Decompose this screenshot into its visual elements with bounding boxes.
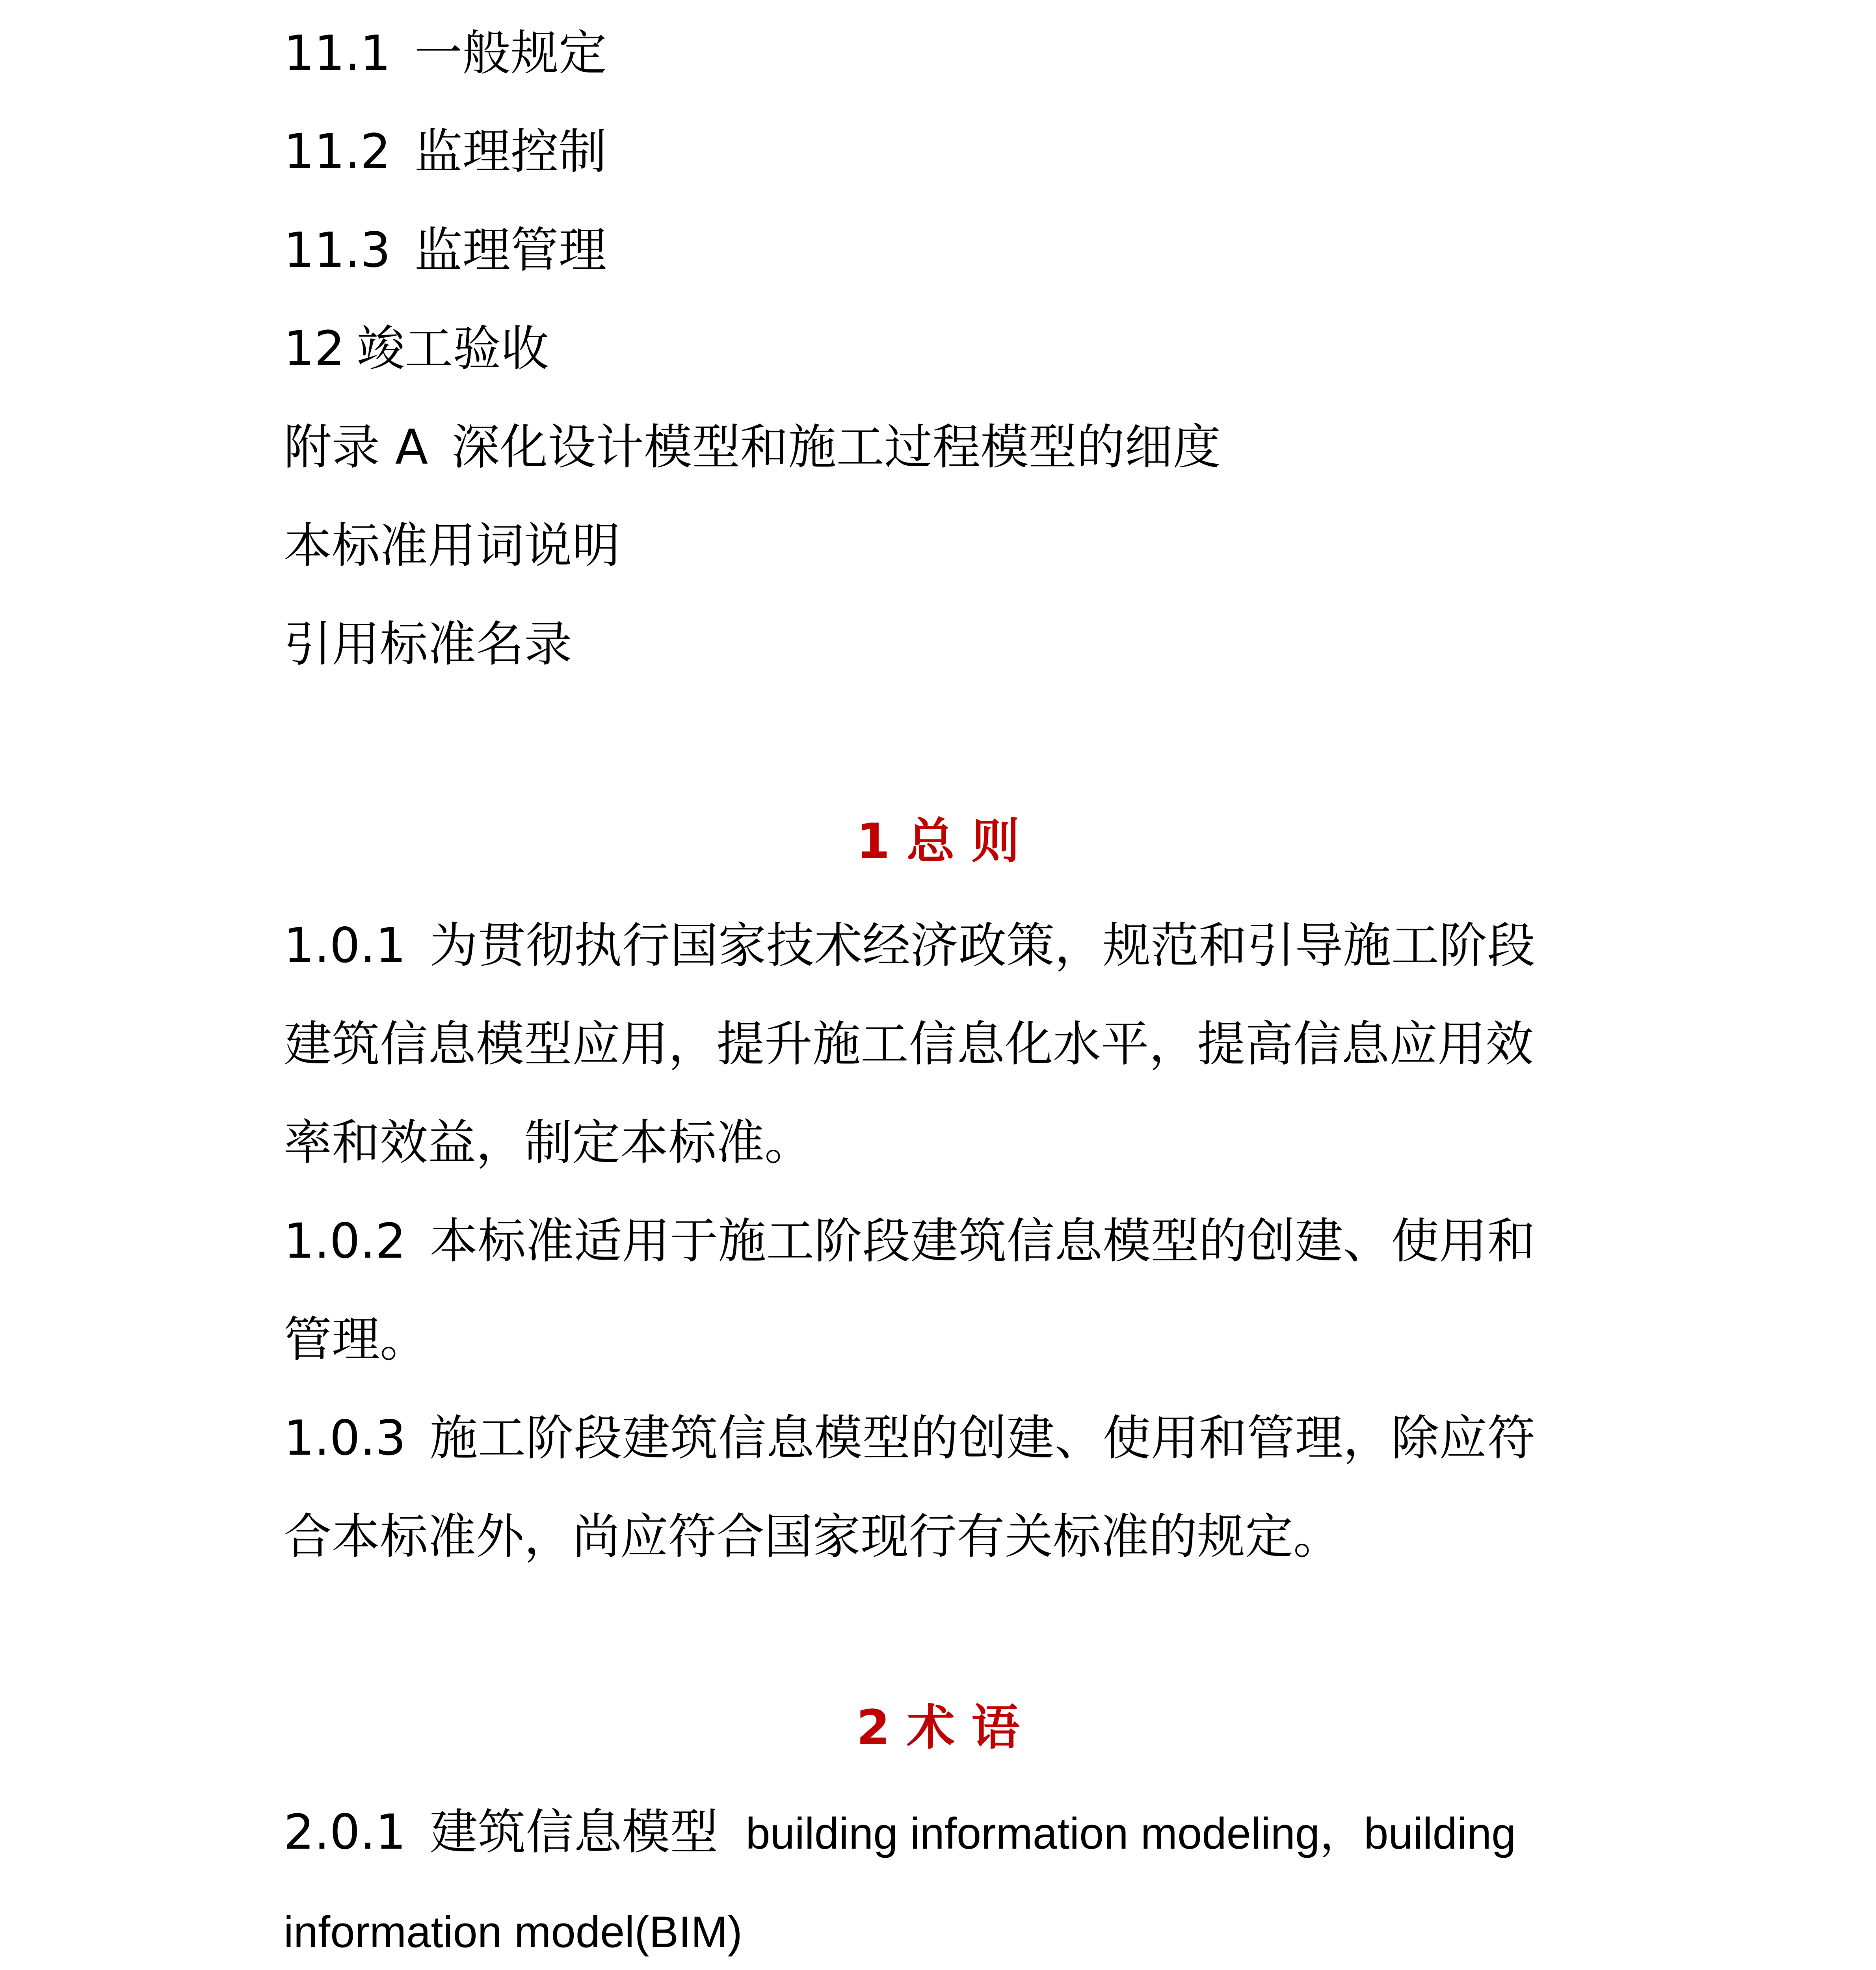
clause-line: 建筑信息模型应用，提升施工信息化水平，提高信息应用效 (284, 1016, 1534, 1072)
toc-number: 附录 A (284, 419, 428, 475)
toc-title: 深化设计模型和施工过程模型的细度 (452, 419, 1221, 475)
term-english: building information modeling，building (746, 1809, 1516, 1858)
clause-line (284, 1389, 1608, 1487)
clause-line: 合本标准外，尚应符合国家现行有关标准的规定。 (284, 1509, 1341, 1565)
toc-number: 11.1 (284, 25, 391, 81)
toc-entry (284, 122, 607, 181)
toc-entry (284, 418, 1221, 477)
clause-number: 2.0.1 (284, 1804, 406, 1860)
toc-number: 11.2 (284, 124, 391, 180)
section-heading: 2 术 语 (856, 1700, 1020, 1756)
toc-entry (284, 221, 607, 280)
toc-title: 竣工验收 (357, 321, 549, 377)
toc-title: 监理管理 (414, 222, 607, 278)
clause-1-0-3 (284, 1389, 1608, 1586)
clause-text: 施工阶段建筑信息模型的创建、使用和管理，除应符 (429, 1410, 1536, 1466)
clause-line (284, 1783, 1608, 1883)
toc-number: 11.3 (284, 222, 391, 278)
clause-number: 1.0.1 (284, 918, 406, 974)
toc-title: 监理控制 (414, 124, 607, 180)
clause-number: 1.0.2 (284, 1213, 406, 1269)
clause-2-0-1 (284, 1783, 1608, 1970)
clause-text: 本标准适用于施工阶段建筑信息模型的创建、使用和 (429, 1213, 1536, 1269)
toc-entry (284, 24, 607, 83)
section-heading: 1 总 则 (856, 813, 1020, 869)
toc-entry (284, 516, 620, 575)
toc-title: 引用标准名录 (284, 616, 572, 672)
term-chinese: 建筑信息模型 (429, 1804, 718, 1860)
toc-number: 12 (284, 321, 345, 377)
clause-text: 为贯彻执行国家技术经济政策，规范和引导施工阶段 (429, 918, 1536, 974)
toc-entry (284, 615, 572, 674)
toc-title: 一般规定 (414, 25, 607, 81)
clause-number: 1.0.3 (284, 1410, 406, 1466)
clause-line: 率和效益，制定本标准。 (284, 1115, 812, 1171)
toc-entry (284, 319, 549, 378)
term-english-continued: information model(BIM) (284, 1907, 742, 1957)
clause-1-0-2 (284, 1192, 1608, 1389)
clause-line (284, 896, 1608, 995)
clause-line: 管理。 (284, 1312, 428, 1368)
clause-1-0-1 (284, 896, 1608, 1192)
toc-title: 本标准用词说明 (284, 518, 620, 574)
clause-line (284, 1192, 1608, 1290)
